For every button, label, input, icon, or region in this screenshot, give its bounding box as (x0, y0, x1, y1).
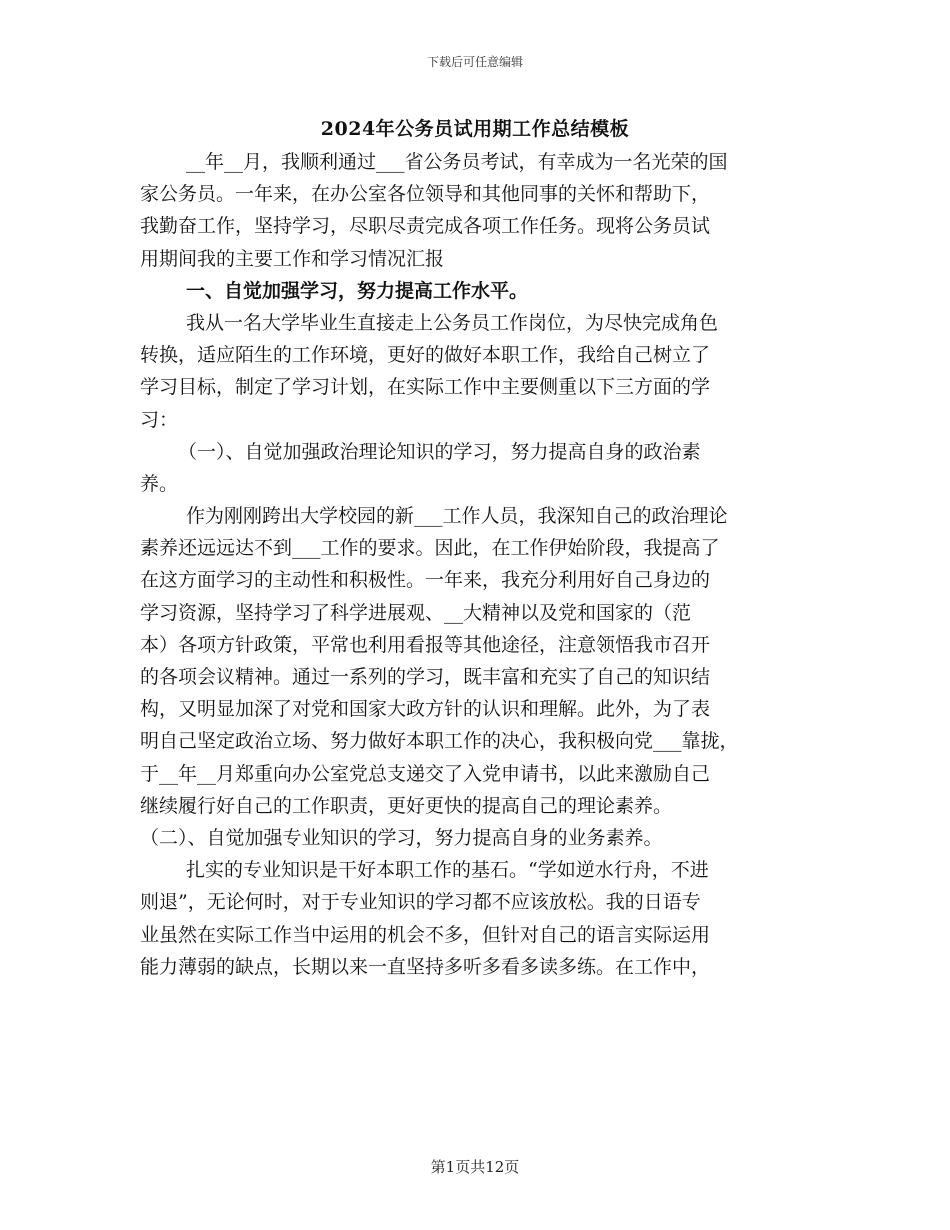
paragraph-line: 在这方面学习的主动性和积极性。一年来，我充分利用好自己身边的 (140, 569, 711, 592)
paragraph-line: 习： (140, 408, 179, 431)
paragraph-line: 的各项会议精神。通过一系列的学习，既丰富和充实了自己的知识结 (140, 666, 711, 688)
paragraph-line: 扎实的专业知识是干好本职工作的基石。“学如逆水行舟，不进 (186, 859, 709, 882)
paragraph-line: 本）各项方针政策，平常也利用看报等其他途径，注意领悟我市召开 (140, 633, 711, 656)
paragraph-line: __年__月，我顺利通过___省公务员考试，有幸成为一名光荣的国 (186, 151, 728, 173)
paragraph-line: 学习目标，制定了学习计划，在实际工作中主要侧重以下三方面的学 (140, 376, 711, 399)
header-note: 下载后可任意编辑 (426, 55, 523, 69)
paragraph-line: 学习资源，坚持学习了科学进展观、__大精神以及党和国家的（范 (140, 601, 692, 624)
paragraph-line: 则退”，无论何时，对于专业知识的学习都不应该放松。我的日语专 (140, 891, 701, 914)
paragraph-line: 于__年__月郑重向办公室党总支递交了入党申请书，以此来激励自己 (140, 762, 711, 785)
paragraph-line: 家公务员。一年来，在办公室各位领导和其他同事的关怀和帮助下， (140, 183, 711, 206)
paragraph-line: 明自己坚定政治立场、努力做好本职工作的决心，我积极向党___靠拢， (140, 730, 739, 753)
section-heading: 一、自觉加强学习，努力提高工作水平。 (186, 279, 529, 302)
paragraph-line: 能力薄弱的缺点，长期以来一直坚持多听多看多读多练。在工作中， (140, 955, 711, 978)
document-body (140, 146, 812, 983)
paragraph-line: 转换，适应陌生的工作环境，更好的做好本职工作，我给自己树立了 (140, 344, 711, 367)
document-title: 2024年公务员试用期工作总结模板 (320, 118, 630, 140)
paragraph-line: 继续履行好自己的工作职责，更好更快的提高自己的理论素养。 (140, 794, 673, 817)
paragraph-line: 我勤奋工作，坚持学习，尽职尽责完成各项工作任务。现将公务员试 (140, 215, 711, 238)
paragraph-line: 我从一名大学毕业生直接走上公务员工作岗位，为尽快完成角色 (186, 311, 719, 334)
paragraph-line: 素养还远远达不到___工作的要求。因此，在工作伊始阶段，我提高了 (140, 537, 720, 560)
paragraph-line: 作为刚刚跨出大学校园的新___工作人员，我深知自己的政治理论 (186, 505, 728, 528)
paragraph-line: 构，又明显加深了对党和国家大政方针的认识和理解。此外，为了表 (140, 698, 711, 721)
paragraph-line: 业虽然在实际工作当中运用的机会不多，但针对自己的语言实际运用 (140, 923, 711, 946)
subsection-heading: 养。 (140, 472, 179, 495)
subsection-heading: （二）、自觉加强专业知识的学习，努力提高自身的业务素养。 (140, 826, 663, 849)
page-number-footer: 第1页共12页 (430, 1158, 520, 1176)
paragraph-line: 用期间我的主要工作和学习情况汇报 (140, 247, 445, 270)
subsection-heading: （一）、自觉加强政治理论知识的学习，努力提高自身的政治素 (178, 440, 701, 463)
